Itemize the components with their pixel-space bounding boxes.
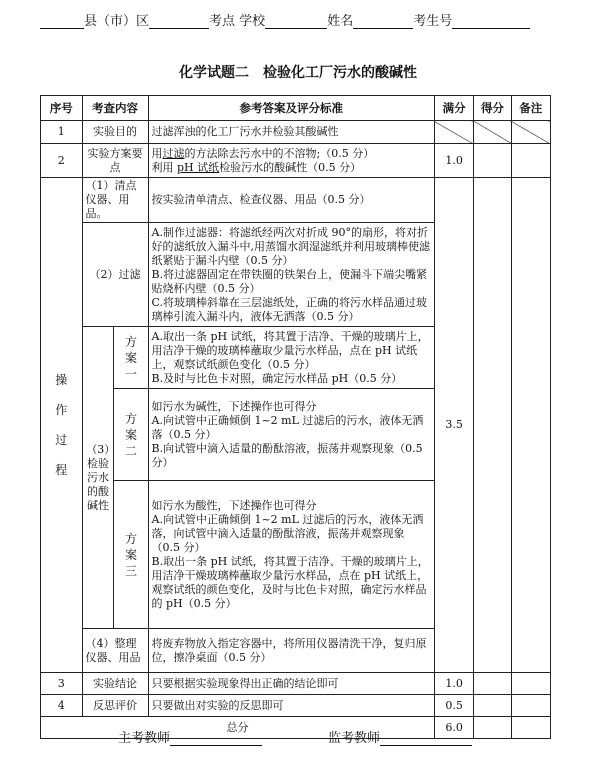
proctor-signature [328, 727, 472, 746]
chief-examiner-signature [118, 727, 262, 746]
row-content: 实验结论 [82, 673, 148, 695]
county-label: 县（市）区 [84, 14, 150, 29]
note-cell[interactable] [511, 695, 550, 717]
total-row [41, 717, 551, 739]
row-full: 1.0 [434, 673, 473, 695]
col-content: 考查内容 [82, 96, 148, 121]
county-blank[interactable] [40, 14, 84, 29]
row-content: 实验目的 [82, 121, 148, 144]
keyword-ph-paper: pH 试纸 [177, 160, 220, 174]
plan-answer: A.取出一条 pH 试纸，将其置于洁净、干燥的玻璃片上，用洁净干燥的玻璃棒蘸取少量污水样品，点在 pH 试纸上，观察试纸颜色变化（0.5 分） B.及时与比色卡对照，确定污水样品 pH（0.5 分） [148, 327, 434, 389]
note-cell[interactable] [511, 673, 550, 695]
table-row [41, 695, 551, 717]
score-cell[interactable] [474, 178, 511, 673]
row-no: 1 [41, 121, 83, 144]
name-label: 姓名 [327, 14, 354, 29]
plan-label: 方 案 一 [114, 327, 148, 389]
table-header-row [41, 96, 551, 121]
exam-no-label: 考生号 [413, 14, 453, 29]
name-blank[interactable] [353, 14, 413, 29]
keyword-filter: 过滤 [162, 146, 185, 160]
chief-blank[interactable] [170, 732, 262, 746]
candidate-info-line [40, 10, 530, 29]
plan-answer: 如污水为酸性，下述操作也可得分 A.向试管中正确倾倒 1~2 mL 过滤后的污水，液体无洒落，向试管中滴入适量的酚酞溶液，振荡并观察现象（0.5 分） B.取出一条 pH 试纸，将其置于洁净、干燥的玻璃片上，用洁净干燥玻璃棒蘸取少量污水样品，点在 pH 试纸上，观察试纸的颜色变化，及时与比色卡对照，确定污水样品的 pH（0.5 分） [148, 481, 434, 629]
plan-answer: 如污水为碱性，下述操作也可得分 A.向试管中正确倾倒 1~2 mL 过滤后的污水，液体无洒落（0.5 分） B.向试管中滴入适量的酚酞溶液，振荡并观察现象（0.5 分） [148, 389, 434, 481]
school-label: 学校 [239, 14, 266, 29]
note-slash [511, 121, 550, 144]
row-full: 1.0 [434, 144, 473, 178]
total-note-cell[interactable] [511, 717, 550, 739]
proctor-blank[interactable] [380, 732, 472, 746]
col-full: 满分 [434, 96, 473, 121]
table-row [41, 144, 551, 178]
chief-label: 主考教师 [118, 731, 171, 746]
row-answer: 过滤浑浊的化工厂污水并检验其酸碱性 [148, 121, 434, 144]
col-score: 得分 [474, 96, 511, 121]
school-blank[interactable] [265, 14, 327, 29]
note-cell[interactable] [511, 144, 550, 178]
step-answer: A.制作过滤器：将滤纸经两次对折成 90°的扇形，将对折好的滤纸放入漏斗中,用蒸馏水润湿滤纸并利用玻璃棒使滤纸紧贴于漏斗内壁（0.5 分） B.将过滤器固定在带铁圈的铁架台上，使漏斗下端尖嘴紧贴烧杯内壁（0.5 分） C.将玻璃棒斜靠在三层滤纸处，正确的将污水样品通过玻璃棒引流入漏斗内，液体无洒落（0.5 分） [148, 223, 434, 327]
col-note: 备注 [511, 96, 550, 121]
page-title: 化学试题二 检验化工厂污水的酸碱性 [179, 65, 417, 81]
step-answer: 将废弃物放入指定容器中，将所用仪器清洗干净，复归原位，擦净桌面（0.5 分） [148, 629, 434, 673]
row-full: 0.5 [434, 695, 473, 717]
score-cell[interactable] [474, 673, 511, 695]
scoring-table [40, 95, 551, 739]
total-label: 总分 [41, 717, 435, 739]
table-row [41, 673, 551, 695]
full-slash [434, 121, 473, 144]
step-answer: 按实验清单清点、检查仪器、用品（0.5 分） [148, 178, 434, 223]
step-label: （3）检验污水的酸碱性 [82, 327, 114, 629]
total-full: 6.0 [434, 717, 473, 739]
row-content: 实验方案要点 [82, 144, 148, 178]
col-no: 序号 [41, 96, 83, 121]
row-answer: 只要根据实验现象得出正确的结论即可 [148, 673, 434, 695]
row-no: 3 [41, 673, 83, 695]
score-cell[interactable] [474, 144, 511, 178]
step-label: （2）过滤 [82, 223, 148, 327]
total-score-cell[interactable] [474, 717, 511, 739]
row-content: 反思评价 [82, 695, 148, 717]
col-answer: 参考答案及评分标准 [148, 96, 434, 121]
score-slash [474, 121, 511, 144]
row-answer: 只要做出对实验的反思即可 [148, 695, 434, 717]
table-row [41, 121, 551, 144]
row-no: 4 [41, 695, 83, 717]
operation-label: 操 作 过 程 [41, 178, 83, 673]
note-cell[interactable] [511, 178, 550, 673]
row-answer: 用过滤的方法除去污水中的不溶物;（0.5 分） 利用 pH 试纸检验污水的酸碱性（0.5 分） [148, 144, 434, 178]
plan-label: 方 案 二 [114, 389, 148, 481]
proctor-label: 监考教师 [328, 731, 381, 746]
row-no: 2 [41, 144, 83, 178]
plan-label: 方 案 三 [114, 481, 148, 629]
table-row [41, 178, 551, 223]
site-label: 考点 [209, 14, 236, 29]
step-label: （4）整理仪器、用品 [82, 629, 148, 673]
score-cell[interactable] [474, 695, 511, 717]
site-blank[interactable] [149, 14, 209, 29]
step-label: （1）清点仪器、用品。 [82, 178, 148, 223]
operation-full: 3.5 [434, 178, 473, 673]
exam-no-blank[interactable] [452, 14, 530, 29]
